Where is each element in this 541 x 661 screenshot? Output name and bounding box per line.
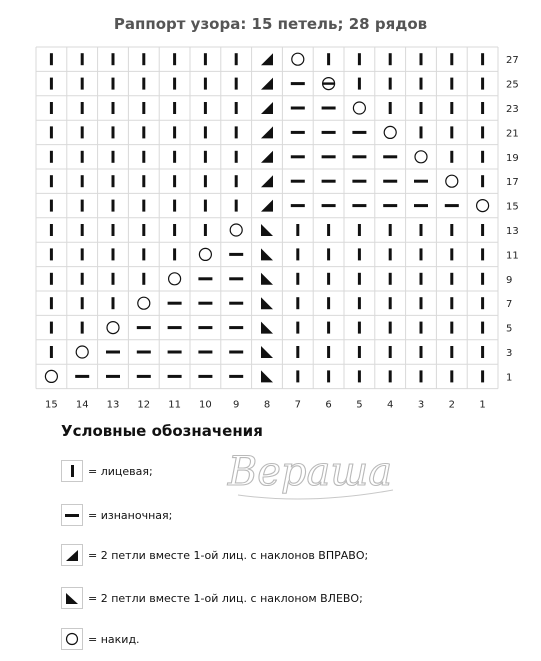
column-number-label: 14 xyxy=(75,399,89,411)
knit-stitch xyxy=(204,175,207,187)
knit-stitch xyxy=(235,102,238,114)
knit-stitch xyxy=(358,78,361,90)
knit-stitch xyxy=(420,78,423,90)
purl-stitch xyxy=(198,326,212,329)
row-number-label: 25 xyxy=(506,79,519,91)
knit-stitch xyxy=(327,297,330,309)
k2tog-left-stitch xyxy=(261,297,273,309)
knit-stitch xyxy=(481,370,484,382)
knit-stitch xyxy=(450,78,453,90)
purl-stitch xyxy=(168,302,182,305)
knit-stitch xyxy=(235,126,238,138)
column-number-label: 1 xyxy=(479,399,486,411)
column-number-label: 9 xyxy=(233,399,240,411)
knit-stitch xyxy=(481,297,484,309)
knit-stitch xyxy=(481,102,484,114)
column-number-label: 5 xyxy=(356,399,363,411)
knit-stitch xyxy=(81,297,84,309)
knit-stitch xyxy=(358,322,361,334)
knit-stitch xyxy=(81,322,84,334)
k2tog-right-symbol-icon xyxy=(61,544,83,566)
row-number-label: 23 xyxy=(506,104,519,115)
purl-stitch xyxy=(198,375,212,378)
knit-stitch xyxy=(296,322,299,334)
purl-stitch xyxy=(291,155,305,158)
k2tog-left-stitch xyxy=(261,370,273,382)
column-number-label: 6 xyxy=(325,399,332,411)
row-number-label: 27 xyxy=(506,55,519,67)
purl-stitch xyxy=(75,375,89,378)
knit-stitch xyxy=(389,53,392,65)
purl-stitch xyxy=(198,302,212,305)
knit-stitch xyxy=(81,200,84,212)
knit-stitch xyxy=(358,53,361,65)
knit-stitch xyxy=(481,78,484,90)
knit-stitch xyxy=(204,102,207,114)
knit-stitch xyxy=(112,200,115,212)
purl-stitch xyxy=(137,351,151,354)
k2tog-left-stitch xyxy=(261,273,273,285)
row-number-label: 1 xyxy=(506,372,513,384)
knit-stitch xyxy=(142,248,145,260)
knit-stitch xyxy=(112,297,115,309)
knit-stitch xyxy=(389,297,392,309)
legend-text-knit: = лицевая; xyxy=(88,464,153,478)
knit-stitch xyxy=(420,370,423,382)
knit-stitch xyxy=(81,224,84,236)
knit-stitch xyxy=(450,297,453,309)
knit-stitch xyxy=(50,200,53,212)
knit-stitch xyxy=(50,53,53,65)
purl-symbol-icon xyxy=(61,504,83,526)
column-number-label: 11 xyxy=(168,399,181,411)
yarn-over-stitch xyxy=(446,175,458,187)
row-number-label: 21 xyxy=(506,128,519,140)
purl-stitch xyxy=(322,107,336,110)
purl-stitch xyxy=(291,180,305,183)
knit-stitch xyxy=(420,53,423,65)
knit-stitch xyxy=(204,126,207,138)
knit-stitch xyxy=(50,273,53,285)
knit-stitch xyxy=(450,126,453,138)
knit-stitch xyxy=(235,175,238,187)
knit-stitch xyxy=(358,224,361,236)
purl-stitch xyxy=(414,204,428,207)
column-number-label: 15 xyxy=(45,399,58,411)
knit-stitch xyxy=(389,78,392,90)
purl-stitch xyxy=(168,375,182,378)
purl-stitch xyxy=(322,204,336,207)
column-number-label: 3 xyxy=(417,399,425,411)
yarn-over-stitch xyxy=(169,273,181,285)
knit-stitch xyxy=(481,175,484,187)
row-number-label: 11 xyxy=(506,250,519,262)
knit-stitch xyxy=(173,78,176,90)
purl-stitch xyxy=(291,107,305,110)
k2tog-left-symbol-icon xyxy=(61,587,83,609)
knit-stitch xyxy=(112,126,115,138)
knit-stitch xyxy=(142,102,145,114)
knit-stitch xyxy=(450,346,453,358)
purl-stitch xyxy=(383,204,397,207)
purl-stitch xyxy=(352,204,366,207)
yarn-over-stitch xyxy=(199,248,211,260)
purl-stitch xyxy=(352,180,366,183)
purl-stitch xyxy=(168,351,182,354)
purl-stitch xyxy=(229,302,243,305)
column-number-label: 8 xyxy=(263,399,271,411)
knit-stitch xyxy=(81,151,84,163)
knit-stitch xyxy=(173,175,176,187)
knit-stitch xyxy=(50,346,53,358)
legend-title: Условные обозначения xyxy=(61,422,263,440)
knit-stitch xyxy=(50,102,53,114)
purl-stitch xyxy=(229,326,243,329)
row-number-label: 13 xyxy=(506,226,519,237)
knit-stitch xyxy=(481,151,484,163)
purl-stitch xyxy=(198,277,212,280)
knit-stitch xyxy=(389,224,392,236)
knit-stitch xyxy=(81,248,84,260)
k2tog-right-stitch xyxy=(261,102,273,114)
knit-stitch xyxy=(142,151,145,163)
knit-stitch xyxy=(420,273,423,285)
yarn-over-stitch xyxy=(353,102,365,114)
knit-stitch xyxy=(327,370,330,382)
knit-stitch xyxy=(420,322,423,334)
knit-stitch xyxy=(235,151,238,163)
knit-stitch xyxy=(327,273,330,285)
knit-stitch xyxy=(296,297,299,309)
legend-text-k2tog-left: = 2 петли вместе 1-ой лиц. с наклоном ВЛЕВО; xyxy=(88,591,363,605)
k2tog-left-stitch xyxy=(261,346,273,358)
row-number-label: 9 xyxy=(506,274,513,286)
purl-stitch xyxy=(352,155,366,158)
knit-stitch xyxy=(450,273,453,285)
knit-stitch xyxy=(112,53,115,65)
purl-stitch xyxy=(137,326,151,329)
row-number-label: 5 xyxy=(506,323,513,335)
yarn-over-stitch xyxy=(107,322,119,334)
column-number-label: 10 xyxy=(199,399,212,411)
column-number-label: 2 xyxy=(448,399,455,411)
knit-stitch xyxy=(296,346,299,358)
knit-stitch xyxy=(173,248,176,260)
row-number-label: 19 xyxy=(506,152,519,164)
knit-stitch xyxy=(358,297,361,309)
column-number-label: 13 xyxy=(106,399,120,411)
knit-stitch xyxy=(112,248,115,260)
svg-text:Вераша: Вераша xyxy=(227,449,393,495)
knit-stitch xyxy=(296,248,299,260)
yarn-over-symbol-icon xyxy=(61,628,83,650)
yarn-over-stitch xyxy=(292,53,304,65)
knit-stitch xyxy=(296,370,299,382)
knit-stitch xyxy=(50,175,53,187)
knit-stitch xyxy=(327,53,330,65)
knit-stitch xyxy=(204,78,207,90)
knit-stitch xyxy=(50,78,53,90)
knit-stitch xyxy=(50,126,53,138)
purl-stitch xyxy=(229,277,243,280)
knit-stitch xyxy=(50,297,53,309)
knit-stitch xyxy=(327,322,330,334)
knit-stitch xyxy=(481,322,484,334)
yarn-over-stitch xyxy=(415,151,427,163)
knit-stitch xyxy=(235,53,238,65)
knit-stitch xyxy=(420,297,423,309)
legend-item-yarn-over xyxy=(61,628,140,650)
purl-stitch xyxy=(137,375,151,378)
watermark-logo xyxy=(218,440,403,510)
knit-stitch xyxy=(389,322,392,334)
knit-stitch xyxy=(112,102,115,114)
knit-stitch xyxy=(450,224,453,236)
knit-stitch xyxy=(50,248,53,260)
legend-text-k2tog-right: = 2 петли вместе 1-ой лиц. с наклонов ВПРАВО; xyxy=(88,548,369,562)
yarn-over-stitch xyxy=(76,346,88,358)
knit-stitch xyxy=(142,126,145,138)
row-number-label: 3 xyxy=(506,348,513,359)
row-number-label: 15 xyxy=(506,201,519,213)
purl-stitch xyxy=(352,131,366,134)
knit-stitch xyxy=(142,200,145,212)
row-number-label: 7 xyxy=(506,299,513,311)
purl-stitch xyxy=(291,131,305,134)
purl-stitch xyxy=(229,351,243,354)
knit-stitch xyxy=(112,224,115,236)
knit-symbol-icon xyxy=(61,460,83,482)
legend-text-purl: = изнаночная; xyxy=(88,508,173,522)
purl-stitch xyxy=(322,155,336,158)
purl-stitch xyxy=(229,375,243,378)
knit-stitch xyxy=(142,78,145,90)
knit-stitch xyxy=(327,346,330,358)
purl-stitch xyxy=(291,82,305,85)
knit-stitch xyxy=(81,53,84,65)
knit-stitch xyxy=(450,322,453,334)
knit-stitch xyxy=(81,273,84,285)
knit-stitch xyxy=(358,346,361,358)
row-number-label: 17 xyxy=(506,177,519,189)
purl-stitch xyxy=(383,180,397,183)
legend-item-k2tog-right xyxy=(61,544,368,566)
knit-stitch xyxy=(358,248,361,260)
knit-stitch xyxy=(450,53,453,65)
knit-stitch xyxy=(50,151,53,163)
knit-stitch xyxy=(296,273,299,285)
knit-stitch xyxy=(173,200,176,212)
legend-text-yarn-over: = накид. xyxy=(88,632,140,646)
knit-stitch xyxy=(481,53,484,65)
knit-stitch xyxy=(327,224,330,236)
knit-stitch xyxy=(420,346,423,358)
knit-stitch xyxy=(327,248,330,260)
legend-item-knit xyxy=(61,460,153,482)
knit-stitch xyxy=(389,273,392,285)
knit-stitch xyxy=(296,224,299,236)
knit-stitch xyxy=(481,126,484,138)
knit-stitch xyxy=(358,273,361,285)
knit-stitch xyxy=(450,248,453,260)
knit-stitch xyxy=(112,78,115,90)
knit-stitch xyxy=(112,151,115,163)
knit-stitch xyxy=(204,53,207,65)
knit-stitch xyxy=(420,126,423,138)
k2tog-right-stitch xyxy=(261,126,273,138)
purl-yarn-over-stitch xyxy=(323,78,335,90)
yarn-over-stitch xyxy=(138,297,150,309)
knit-stitch xyxy=(420,102,423,114)
knit-stitch xyxy=(450,151,453,163)
knit-stitch xyxy=(204,200,207,212)
purl-stitch xyxy=(198,351,212,354)
column-number-label: 7 xyxy=(294,399,301,411)
knit-stitch xyxy=(173,53,176,65)
purl-stitch xyxy=(229,253,243,256)
knit-stitch xyxy=(50,322,53,334)
knit-stitch xyxy=(81,175,84,187)
knit-stitch xyxy=(81,126,84,138)
knit-stitch xyxy=(389,370,392,382)
purl-stitch xyxy=(106,375,120,378)
k2tog-right-stitch xyxy=(261,175,273,187)
k2tog-left-stitch xyxy=(261,322,273,334)
knit-stitch xyxy=(389,346,392,358)
knit-stitch xyxy=(389,248,392,260)
chart-title: Раппорт узора: 15 петель; 28 рядов xyxy=(113,15,428,33)
purl-stitch xyxy=(106,351,120,354)
knit-stitch xyxy=(81,78,84,90)
knit-stitch xyxy=(142,53,145,65)
k2tog-left-stitch xyxy=(261,224,273,236)
knit-stitch xyxy=(481,273,484,285)
knit-stitch xyxy=(142,273,145,285)
legend-item-k2tog-left xyxy=(61,587,363,609)
knit-stitch xyxy=(481,224,484,236)
knit-stitch xyxy=(420,248,423,260)
knit-stitch xyxy=(112,175,115,187)
knit-stitch xyxy=(235,200,238,212)
knit-stitch xyxy=(420,224,423,236)
knit-stitch xyxy=(235,78,238,90)
knit-stitch xyxy=(142,224,145,236)
purl-stitch xyxy=(322,180,336,183)
purl-stitch xyxy=(445,204,459,207)
column-number-label: 4 xyxy=(387,399,394,411)
purl-stitch xyxy=(383,155,397,158)
knit-stitch xyxy=(481,248,484,260)
chart-grid xyxy=(36,47,498,389)
knit-stitch xyxy=(173,224,176,236)
yarn-over-stitch xyxy=(384,126,396,138)
knit-stitch xyxy=(450,370,453,382)
yarn-over-stitch xyxy=(477,200,489,212)
k2tog-right-stitch xyxy=(261,78,273,90)
knit-stitch xyxy=(173,151,176,163)
knit-stitch xyxy=(142,175,145,187)
yarn-over-stitch xyxy=(230,224,242,236)
knit-stitch xyxy=(81,102,84,114)
knit-stitch xyxy=(204,151,207,163)
knit-stitch xyxy=(173,126,176,138)
legend-item-purl xyxy=(61,504,172,526)
knit-stitch xyxy=(112,273,115,285)
purl-stitch xyxy=(414,180,428,183)
purl-stitch xyxy=(322,131,336,134)
knit-stitch xyxy=(450,102,453,114)
k2tog-right-stitch xyxy=(261,200,273,212)
column-number-label: 12 xyxy=(137,399,151,411)
knit-stitch xyxy=(481,346,484,358)
k2tog-right-stitch xyxy=(261,53,273,65)
purl-stitch xyxy=(291,204,305,207)
knit-stitch xyxy=(389,102,392,114)
knit-stitch xyxy=(358,370,361,382)
k2tog-left-stitch xyxy=(261,248,273,260)
knit-stitch xyxy=(204,224,207,236)
purl-stitch xyxy=(168,326,182,329)
k2tog-right-stitch xyxy=(261,151,273,163)
knit-stitch xyxy=(50,224,53,236)
knit-stitch xyxy=(173,102,176,114)
yarn-over-stitch xyxy=(45,370,57,382)
